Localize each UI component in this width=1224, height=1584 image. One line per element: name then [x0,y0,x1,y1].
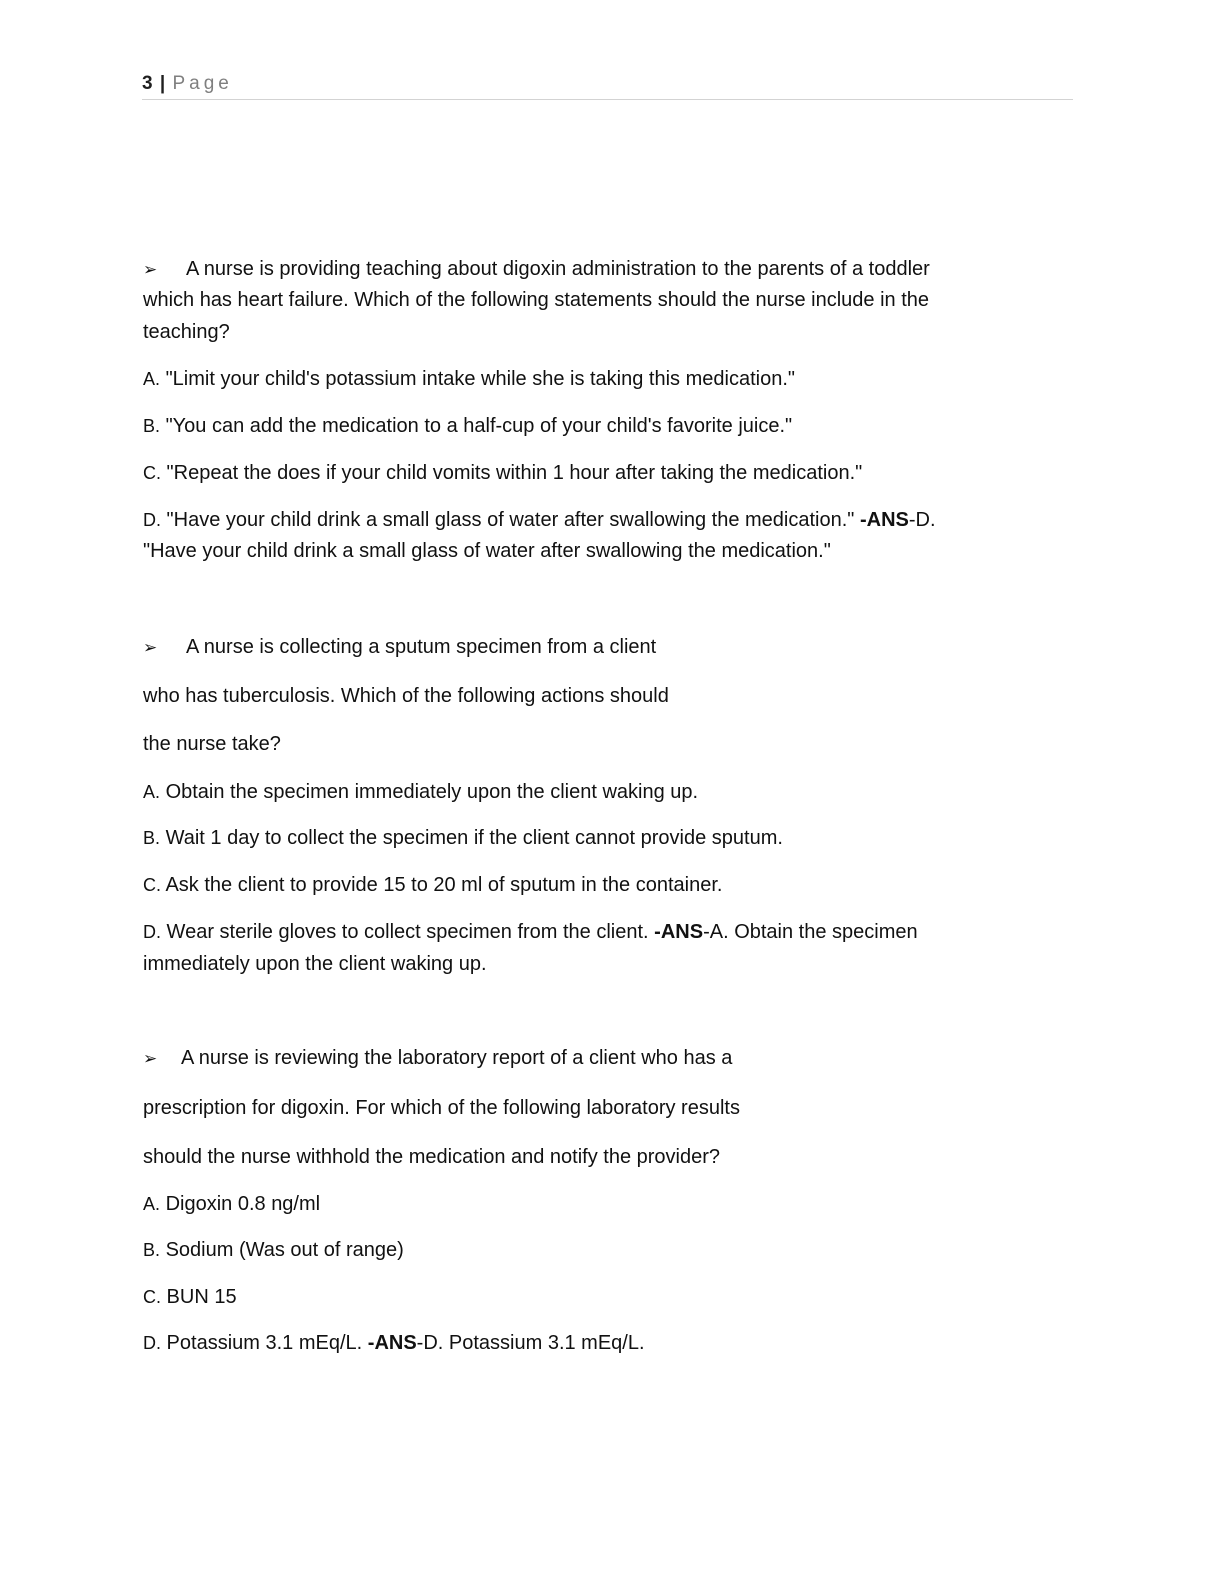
bullet-arrow-icon: ➢ [143,260,158,279]
question-stem-line: A nurse is reviewing the laboratory report of a client who has a [181,1047,733,1069]
option-text: Wait 1 day to collect the specimen if the client cannot provide sputum. [160,827,783,849]
option-letter: C. [143,1287,161,1307]
bullet-arrow-icon: ➢ [143,1049,158,1068]
answer-text: -D. [908,509,936,531]
answer-prefix: - [859,509,867,531]
option-letter: C. [143,463,161,483]
option-letter: A. [143,369,161,389]
answer-text: -D. Potassium 3.1 mEq/L. [416,1332,645,1354]
option-c [143,873,722,897]
option-d [143,920,918,944]
bullet-arrow-icon: ➢ [143,638,158,657]
answer-label: ANS [866,509,909,531]
option-c [143,1285,237,1309]
option-text: Wear sterile gloves to collect specimen from the client. [161,921,655,943]
answer-label: ANS [660,921,704,943]
page-label: Page [172,73,233,94]
option-letter: D. [143,922,161,942]
option-text: Sodium (Was out of range) [160,1239,404,1261]
option-letter: B. [143,1240,161,1260]
option-letter: A. [143,1194,161,1214]
option-letter: C. [143,875,161,895]
option-a [143,780,698,804]
answer-prefix: - [367,1332,375,1354]
question-stem-line: should the nurse withhold the medication and notify the provider? [143,1146,721,1168]
page-header [142,72,1073,100]
answer-continuation: immediately upon the client waking up. [143,953,487,975]
option-b [143,414,792,438]
option-a [143,1192,320,1216]
answer-prefix: - [654,921,661,943]
option-text: "You can add the medication to a half-cup of your child's favorite juice." [160,415,793,437]
option-text: "Repeat the does if your child vomits within 1 hour after taking the medication." [161,462,863,484]
question-stem-line: A nurse is providing teaching about digoxin administration to the parents of a toddler [186,258,930,280]
option-a [143,367,795,391]
option-text: Potassium 3.1 mEq/L. [161,1332,368,1354]
option-text: Obtain the specimen immediately upon the client waking up. [160,781,699,803]
option-letter: B. [143,416,161,436]
option-text: Digoxin 0.8 ng/ml [160,1193,321,1215]
page-number: 3 [142,73,153,94]
page-separator: | [159,73,166,94]
answer-continuation: "Have your child drink a small glass of water after swallowing the medication." [143,540,831,562]
question-stem-line: the nurse take? [143,733,281,755]
option-text: "Have your child drink a small glass of water after swallowing the medication." [161,509,860,531]
option-c [143,461,862,485]
option-text: "Limit your child's potassium intake while she is taking this medication." [160,368,795,390]
question-stem-line: teaching? [143,321,230,343]
option-letter: D. [143,510,161,530]
answer-label: ANS [374,1332,417,1354]
option-b [143,1238,404,1262]
option-text: Ask the client to provide 15 to 20 ml of sputum in the container. [161,874,723,896]
option-b [143,826,783,850]
option-letter: A. [143,782,161,802]
option-d [143,508,936,532]
option-text: BUN 15 [161,1286,237,1308]
answer-text: -A. Obtain the specimen [703,921,918,943]
question-stem-line: which has heart failure. Which of the following statements should the nurse include in the [143,289,929,311]
option-d [143,1331,645,1355]
question-stem-line: prescription for digoxin. For which of the following laboratory results [143,1097,740,1119]
option-letter: B. [143,828,161,848]
question-stem-line: A nurse is collecting a sputum specimen from a client [186,636,657,658]
option-letter: D. [143,1333,161,1353]
question-stem-line: who has tuberculosis. Which of the following actions should [143,685,669,707]
